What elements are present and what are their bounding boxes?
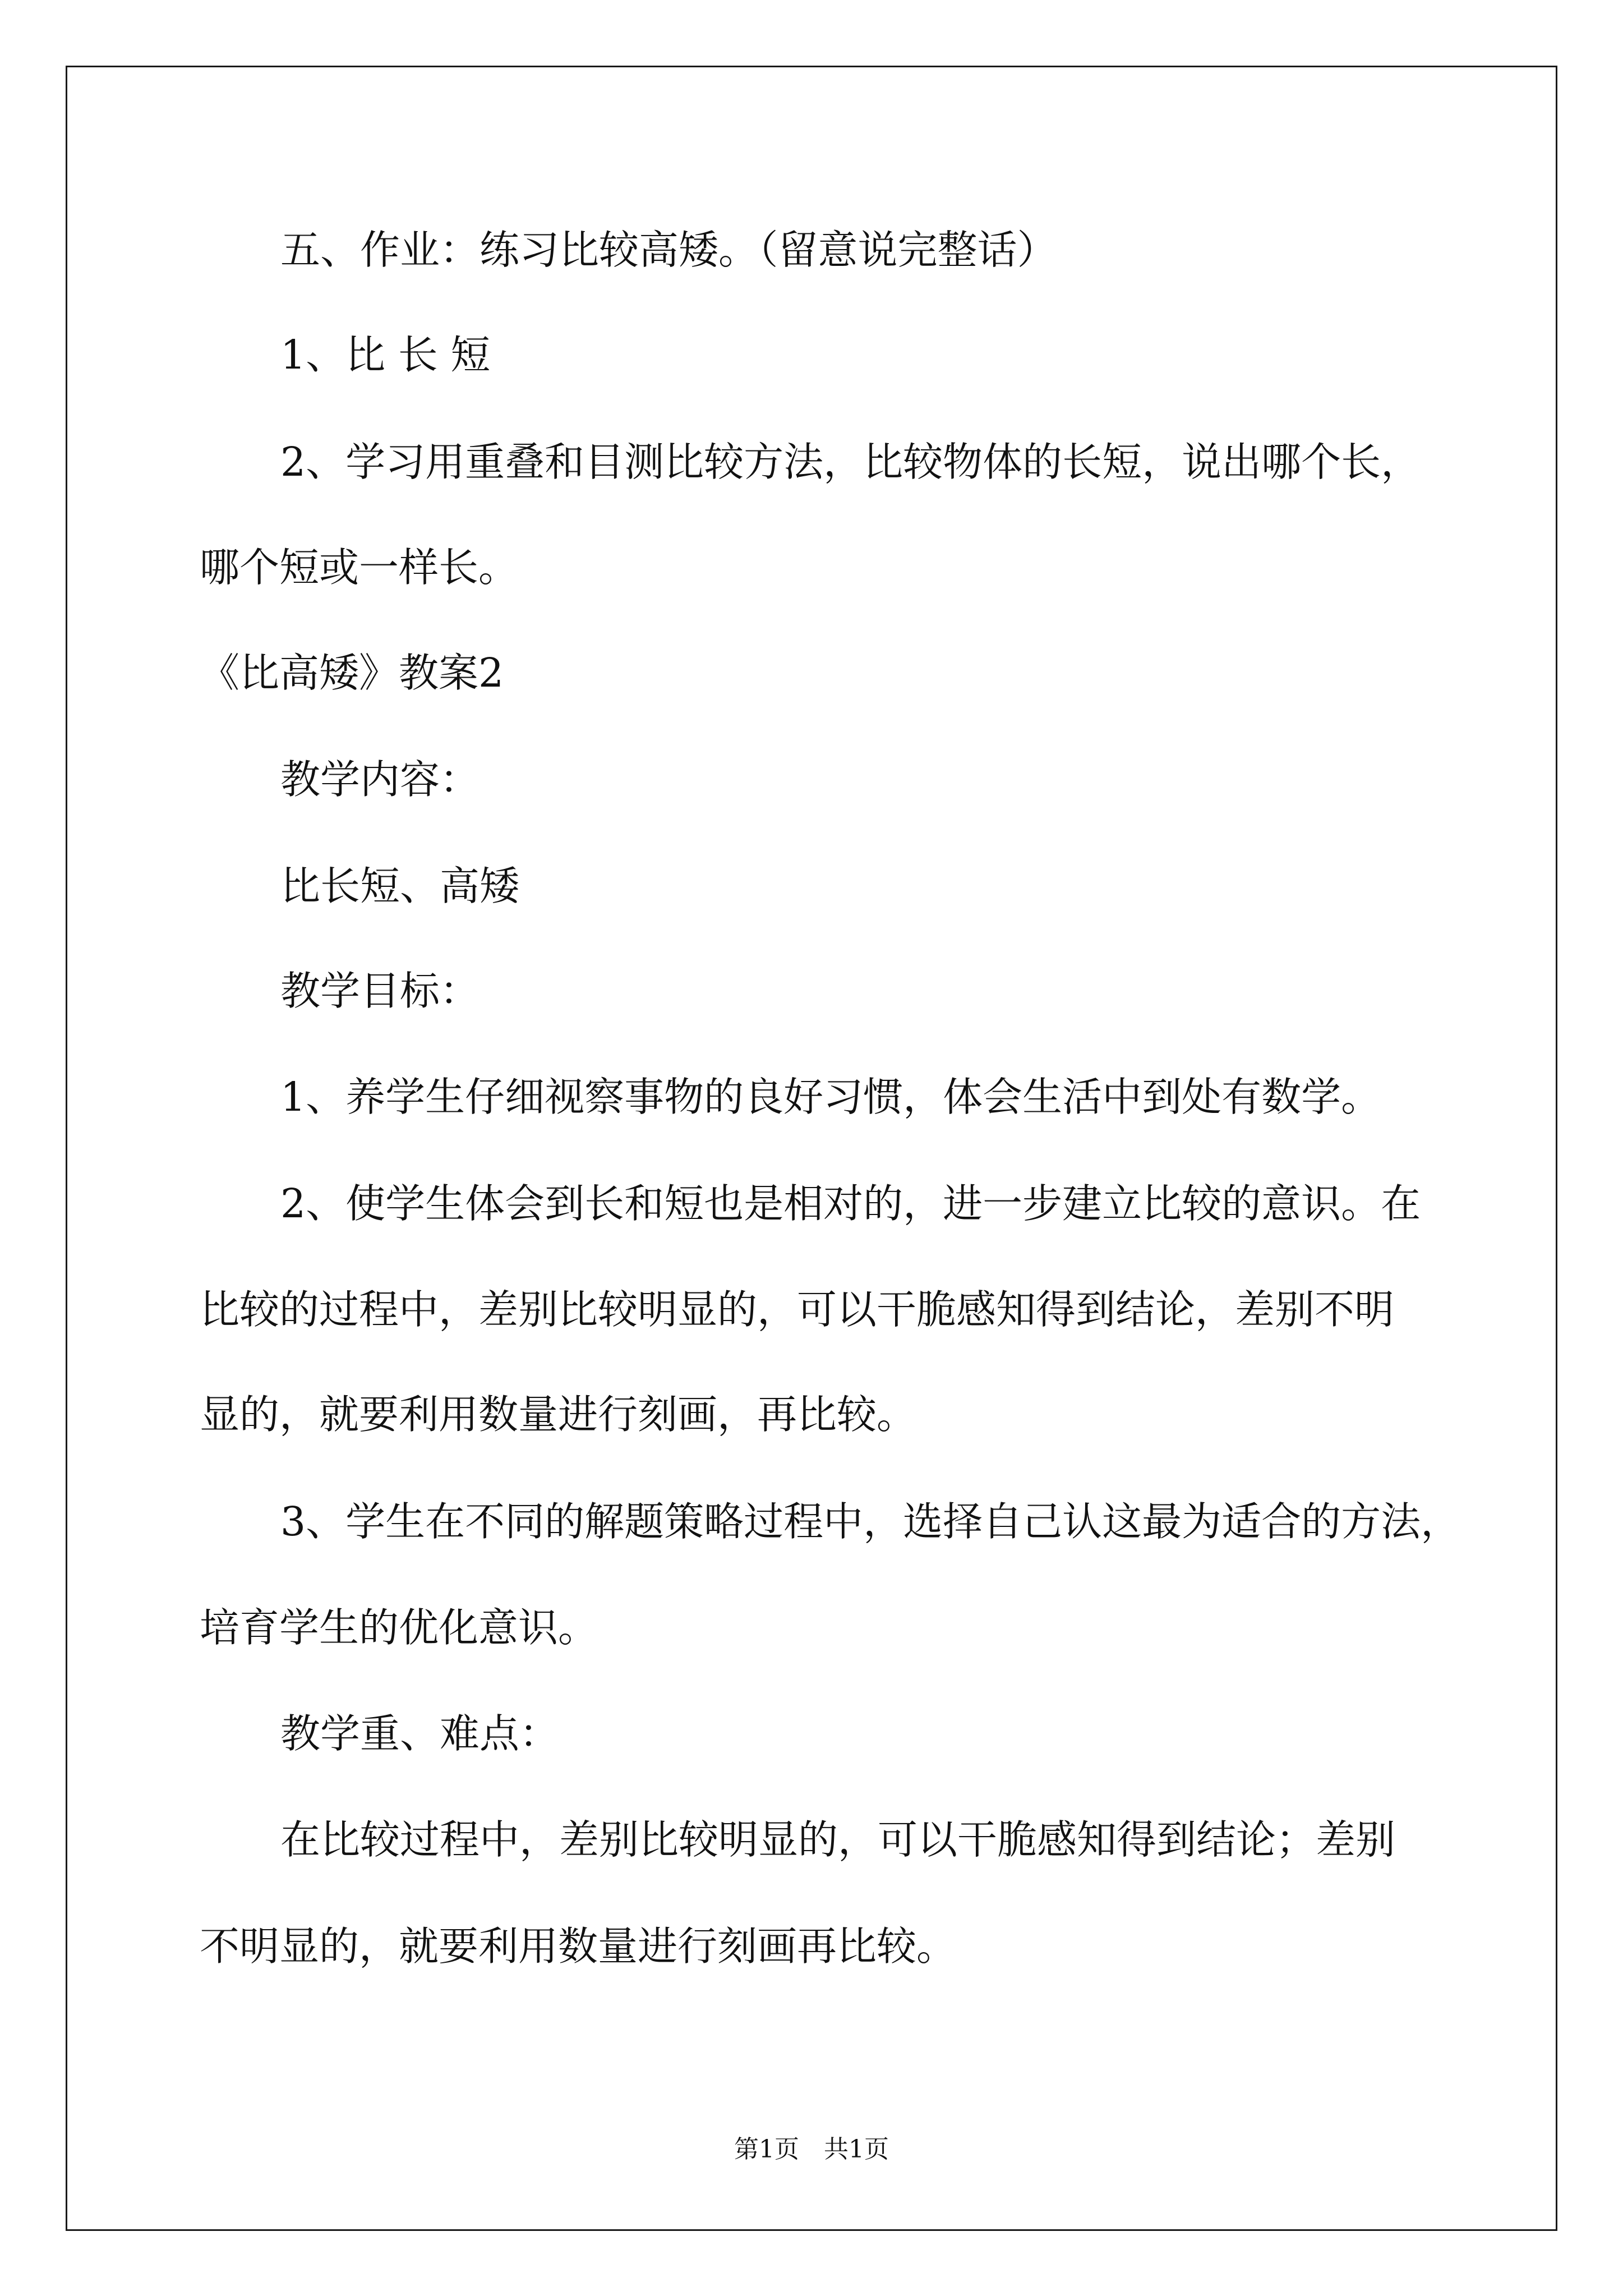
teaching-content-text: 比长短、高矮 — [280, 863, 520, 909]
page-border — [66, 66, 1557, 2231]
page-number-footer: 第1页 共1页 — [734, 2135, 889, 2164]
goal-3-line-1: 3、学生在不同的解题策略过程中，选择自己认这最为适合的方法， — [280, 1498, 1461, 1545]
goal-3-line-2: 培育学生的优化意识。 — [200, 1604, 598, 1651]
goal-1: 1、养学生仔细视察事物的良好习惯，体会生活中到处有数学。 — [280, 1074, 1381, 1120]
item-2-line-2: 哪个短或一样长。 — [200, 544, 519, 591]
key-points-line-1: 在比较过程中，差别比较明显的，可以干脆感知得到结论；差别 — [280, 1816, 1396, 1863]
key-points-line-2: 不明显的，就要利用数量进行刻画再比较。 — [200, 1923, 957, 1970]
homework-heading: 五、作业：练习比较高矮。（留意说完整话） — [280, 227, 1057, 273]
key-points-heading: 教学重、难点： — [280, 1710, 560, 1757]
lesson-plan-title: 《比高矮》教案2 — [200, 650, 504, 696]
teaching-content-heading: 教学内容： — [280, 756, 480, 803]
item-2-line-1: 2、学习用重叠和目测比较方法，比较物体的长短，说出哪个长， — [280, 439, 1421, 485]
teaching-goals-heading: 教学目标： — [280, 968, 480, 1014]
goal-2-line-1: 2、使学生体会到长和短也是相对的，进一步建立比较的意识。在 — [280, 1180, 1421, 1227]
goal-2-line-3: 显的，就要利用数量进行刻画，再比较。 — [200, 1391, 917, 1438]
goal-2-line-2: 比较的过程中，差别比较明显的，可以干脆感知得到结论，差别不明 — [200, 1286, 1395, 1333]
item-compare-length: 1、比 长 短 — [280, 332, 491, 378]
